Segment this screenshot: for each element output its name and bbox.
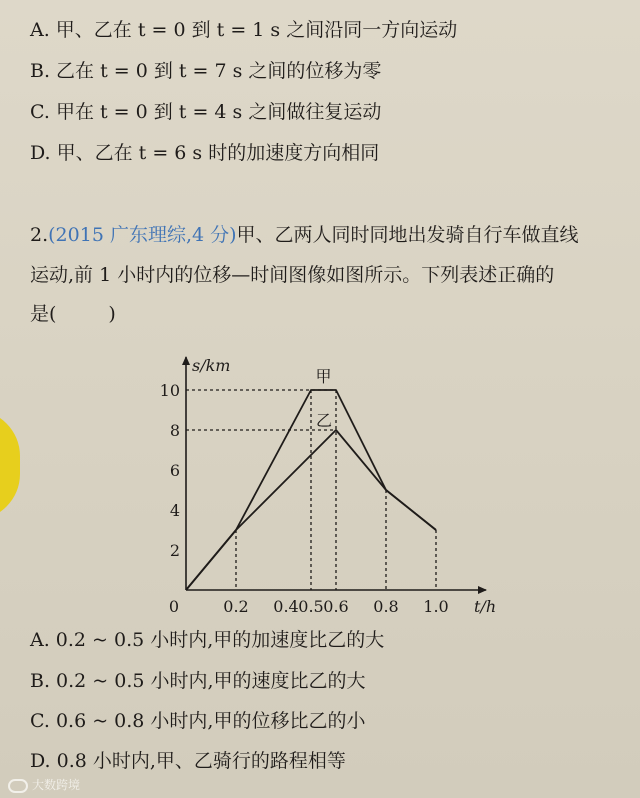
- answer-bracket-open: 是(: [30, 303, 57, 325]
- x-tick-label: 0.8: [373, 597, 399, 615]
- y-tick-label: 6: [169, 461, 180, 480]
- question-source: (2015 广东理综,4 分): [48, 224, 237, 246]
- x-tick-label: 1.0: [423, 597, 449, 615]
- prev-option-d: D. 甲、乙在 t = 6 s 时的加速度方向相同: [30, 142, 380, 164]
- prev-option-c: C. 甲在 t = 0 到 t = 4 s 之间做往复运动: [30, 101, 382, 123]
- prev-option-b: B. 乙在 t = 0 到 t = 7 s 之间的位移为零: [30, 60, 382, 82]
- yellow-page-marker: [0, 410, 20, 520]
- x-tick-label: 0.4: [273, 597, 299, 615]
- x-tick-label: 0.6: [323, 597, 349, 615]
- question-text-1: 甲、乙两人同时同地出发骑自行车做直线: [236, 224, 579, 246]
- answer-option-a[interactable]: A. 0.2 ~ 0.5 小时内,甲的加速度比乙的大: [30, 629, 385, 651]
- watermark-text: 大数跨境: [32, 778, 81, 792]
- watermark-logo-icon: [8, 779, 28, 793]
- series-label-jia: 甲: [315, 367, 332, 386]
- x-tick-label: 0.2: [223, 597, 249, 615]
- prev-option-a: A. 甲、乙在 t = 0 到 t = 1 s 之间沿同一方向运动: [30, 19, 458, 41]
- question-number: 2.: [30, 224, 49, 246]
- answer-option-d[interactable]: D. 0.8 小时内,甲、乙骑行的路程相等: [30, 750, 346, 772]
- x-axis-label: t/h: [474, 597, 497, 615]
- answer-option-c[interactable]: C. 0.6 ~ 0.8 小时内,甲的位移比乙的小: [30, 710, 366, 732]
- answer-bracket-close: ): [108, 303, 116, 325]
- watermark: [8, 776, 80, 793]
- y-tick-label: 4: [169, 501, 180, 520]
- answer-option-b[interactable]: B. 0.2 ~ 0.5 小时内,甲的速度比乙的大: [30, 670, 366, 692]
- question-line-1: [30, 218, 579, 252]
- question-line-3: [30, 297, 116, 331]
- y-tick-label: 8: [169, 421, 180, 440]
- y-tick-label: 2: [169, 541, 180, 560]
- y-axis-label: s/km: [192, 356, 231, 375]
- origin-label: 0: [168, 597, 180, 615]
- displacement-time-chart: [150, 345, 500, 615]
- series-label-yi: 乙: [315, 411, 333, 430]
- x-tick-label: 0.5: [298, 597, 324, 615]
- y-tick-label: 10: [159, 381, 180, 400]
- question-line-2: 运动,前 1 小时内的位移—时间图像如图所示。下列表述正确的: [30, 264, 555, 286]
